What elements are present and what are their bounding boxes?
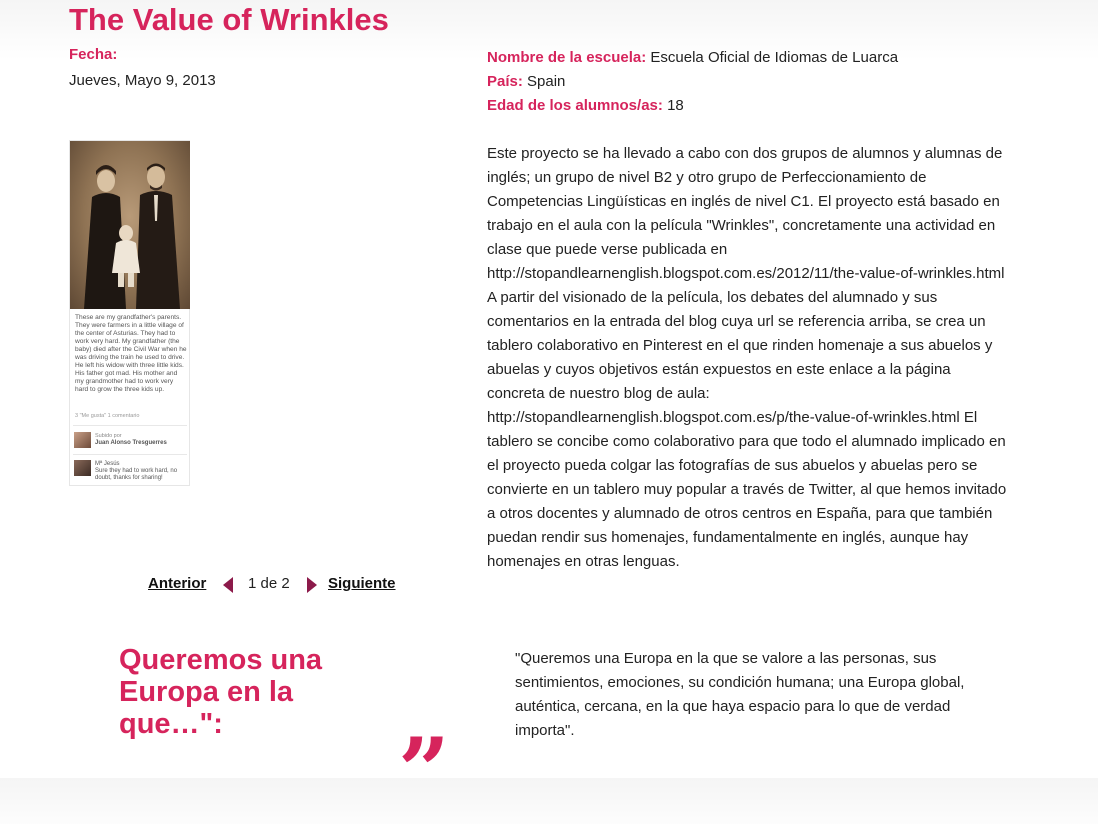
page-count: 1 de 2	[248, 575, 290, 592]
country-label: País:	[487, 73, 523, 90]
fecha-label: Fecha:	[69, 46, 118, 63]
family-photo-illustration	[70, 141, 190, 309]
europa-quote: "Queremos una Europa en la que se valore a las personas, sus sentimientos, emociones, su condición humana; una Europa global, auténtica, cercana, en la que haya espacio para lo que de verdad importa".	[515, 650, 965, 739]
europa-heading: Queremos una Europa en la que…":	[119, 644, 323, 740]
school-info	[487, 46, 898, 118]
school-value: Escuela Oficial de Idiomas de Luarca	[650, 49, 899, 66]
age-value: 18	[667, 97, 684, 114]
arrow-right-icon[interactable]	[307, 577, 317, 593]
country-value: Spain	[527, 73, 566, 90]
pin-likes: 3 "Me gusta" 1 comentario	[75, 413, 140, 419]
project-description	[487, 142, 1007, 574]
school-row	[487, 46, 898, 70]
commenter-avatar	[74, 460, 91, 476]
pin-caption: These are my grandfather's parents. They were farmers in a little village of the center of Asturias. They had to work very hard. My grandfather (the baby) died after the Civil War when he was driving the train he used to drive. He left his widow with three little kids. His father got mad. His mother and my grandmother had to work very hard to grow the three kids up.	[75, 314, 187, 393]
fecha-value: Jueves, Mayo 9, 2013	[69, 72, 216, 89]
previous-link[interactable]: Anterior	[148, 575, 207, 592]
age-row	[487, 94, 898, 118]
uploader-name: Juan Alonso Tresguerres	[95, 440, 167, 446]
pin-divider	[73, 454, 187, 455]
project-description-text: Este proyecto se ha llevado a cabo con dos grupos de alumnos y alumnas de inglés; un grupo de nivel B2 y otro grupo de Perfeccionamiento de Competencias Lingüísticas en inglés de nivel C1. El proyecto está basado en trabajo en el aula con la película "Wrinkles", concretamente una actividad en clase que puede verse publicada en http://stopandlearnenglish.blogspot.com.es/2012/11/the-value-of-wrinkles.html A partir del visionado de la película, los debates del alumnado y sus comentarios en la entrada del blog cuya url se referencia arriba, se crea un tablero colaborativo en Pinterest en el que rinden homenaje a sus abuelos y abuelas y cuyos objetivos están expuestos en este enlace a la página concreta de nuestro blog de aula: http://stopandlearnenglish.blogspot.com.es/p/the-value-of-wrinkles.html El tablero se concibe como colaborativo para que todo el alumnado implicado en el proyecto pueda colgar las fotografías de sus abuelos y abuelas pero se convierte en un tablero muy popular a través de Twitter, al que hemos invitado a otros docentes y alumnado de otros centros en España, para que también puedan rendir sus homenajes, fundamentalmente en inglés, aunque hay homenajes en otras lenguas.	[487, 145, 1007, 570]
next-link[interactable]: Siguiente	[328, 575, 396, 592]
article-title: The Value of Wrinkles	[69, 2, 389, 37]
comment-text: Sure they had to work hard, no doubt, thanks for sharing!	[95, 468, 178, 481]
family-photo	[70, 141, 190, 309]
arrow-left-icon[interactable]	[223, 577, 233, 593]
country-row	[487, 70, 898, 94]
uploaded-by-label: Subido por	[95, 433, 122, 439]
commenter-name: Mª Jesús	[95, 461, 120, 467]
pinterest-pin-image[interactable]	[69, 140, 190, 486]
pin-divider	[73, 425, 187, 426]
quote-mark-icon: ”	[398, 718, 450, 824]
school-label: Nombre de la escuela:	[487, 49, 647, 66]
uploader-avatar	[74, 432, 91, 448]
age-label: Edad de los alumnos/as:	[487, 97, 663, 114]
